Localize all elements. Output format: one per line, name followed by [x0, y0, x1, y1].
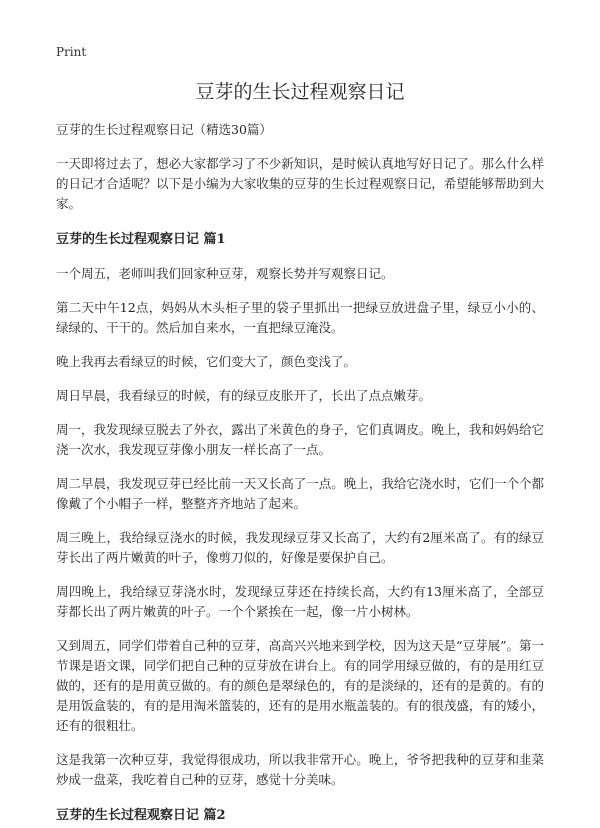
print-link[interactable]: Print: [56, 45, 87, 59]
intro-paragraph: 一天即将过去了，想必大家都学习了不少新知识，是时候认真地写好日记了。那么什么样的日记才合适呢？以下是小编为大家收集的豆芽的生长过程观察日记，希望能够帮助到大家。: [56, 156, 544, 211]
paragraph: 一个周五，老师叫我们回家种豆芽，观察长势并写观察日记。: [56, 266, 394, 281]
document-subtitle: 豆芽的生长过程观察日记（精选30篇）: [56, 122, 272, 137]
paragraph: 第二天中午12点，妈妈从木头柜子里的袋子里抓出一把绿豆放进盘子里，绿豆小小的、绿绿的、干干的。然后加自来水，一直把绿豆淹没。: [56, 300, 544, 335]
page-title: 豆芽的生长过程观察日记: [195, 81, 405, 103]
paragraph: 周日早晨，我看绿豆的时候，有的绿豆皮胀开了，长出了点点嫩芽。: [56, 388, 432, 403]
paragraph: 周一，我发现绿豆脱去了外衣，露出了米黄色的身子，它们真调皮。晚上，我和妈妈给它浇一次水，我发现豆芽像小朋友一样长高了一点。: [56, 422, 544, 457]
paragraph: 周三晚上，我给绿豆浇水的时候，我发现绿豆芽又长高了，大约有2厘米高了。有的绿豆芽长出了两片嫩黄的叶子，像剪刀似的，好像是要保护自己。: [56, 530, 544, 565]
paragraph: 晚上我再去看绿豆的时候，它们变大了，颜色变浅了。: [56, 354, 357, 369]
paragraph: 这是我第一次种豆芽，我觉得很成功，所以我非常开心。晚上，爷爷把我种的豆芽和韭菜炒成一盘菜，我吃着自己种的豆芽，感觉十分美味。: [56, 752, 544, 787]
paragraph: 又到周五，同学们带着自己种的豆芽，高高兴兴地来到学校，因为这天是“豆芽展”。第一节课是语文课，同学们把自己种的豆芽放在讲台上。有的同学用绿豆做的，有的是用红豆做的，还有的是用黄豆做的。有的颜色是翠绿色的，有的是淡绿的，还有的是黄的。有的是用饭盒装的，有的是用淘米篮装的，还有的是用水瓶盖装的。有的很茂盛，有的矮小，还有的很粗壮。: [56, 638, 544, 733]
paragraph: 周四晚上，我给绿豆芽浇水时，发现绿豆芽还在持续长高，大约有13厘米高了，全部豆芽都长出了两片嫩黄的叶子。一个个紧挨在一起，像一片小树林。: [56, 584, 544, 619]
section-heading-2: 豆芽的生长过程观察日记 篇2: [56, 808, 226, 823]
paragraph: 周二早晨，我发现豆芽已经比前一天又长高了一点。晚上，我给它浇水时，它们一个个都像戴了个小帽子一样，整整齐齐地站了起来。: [56, 476, 544, 511]
section-heading-1: 豆芽的生长过程观察日记 篇1: [56, 232, 226, 247]
